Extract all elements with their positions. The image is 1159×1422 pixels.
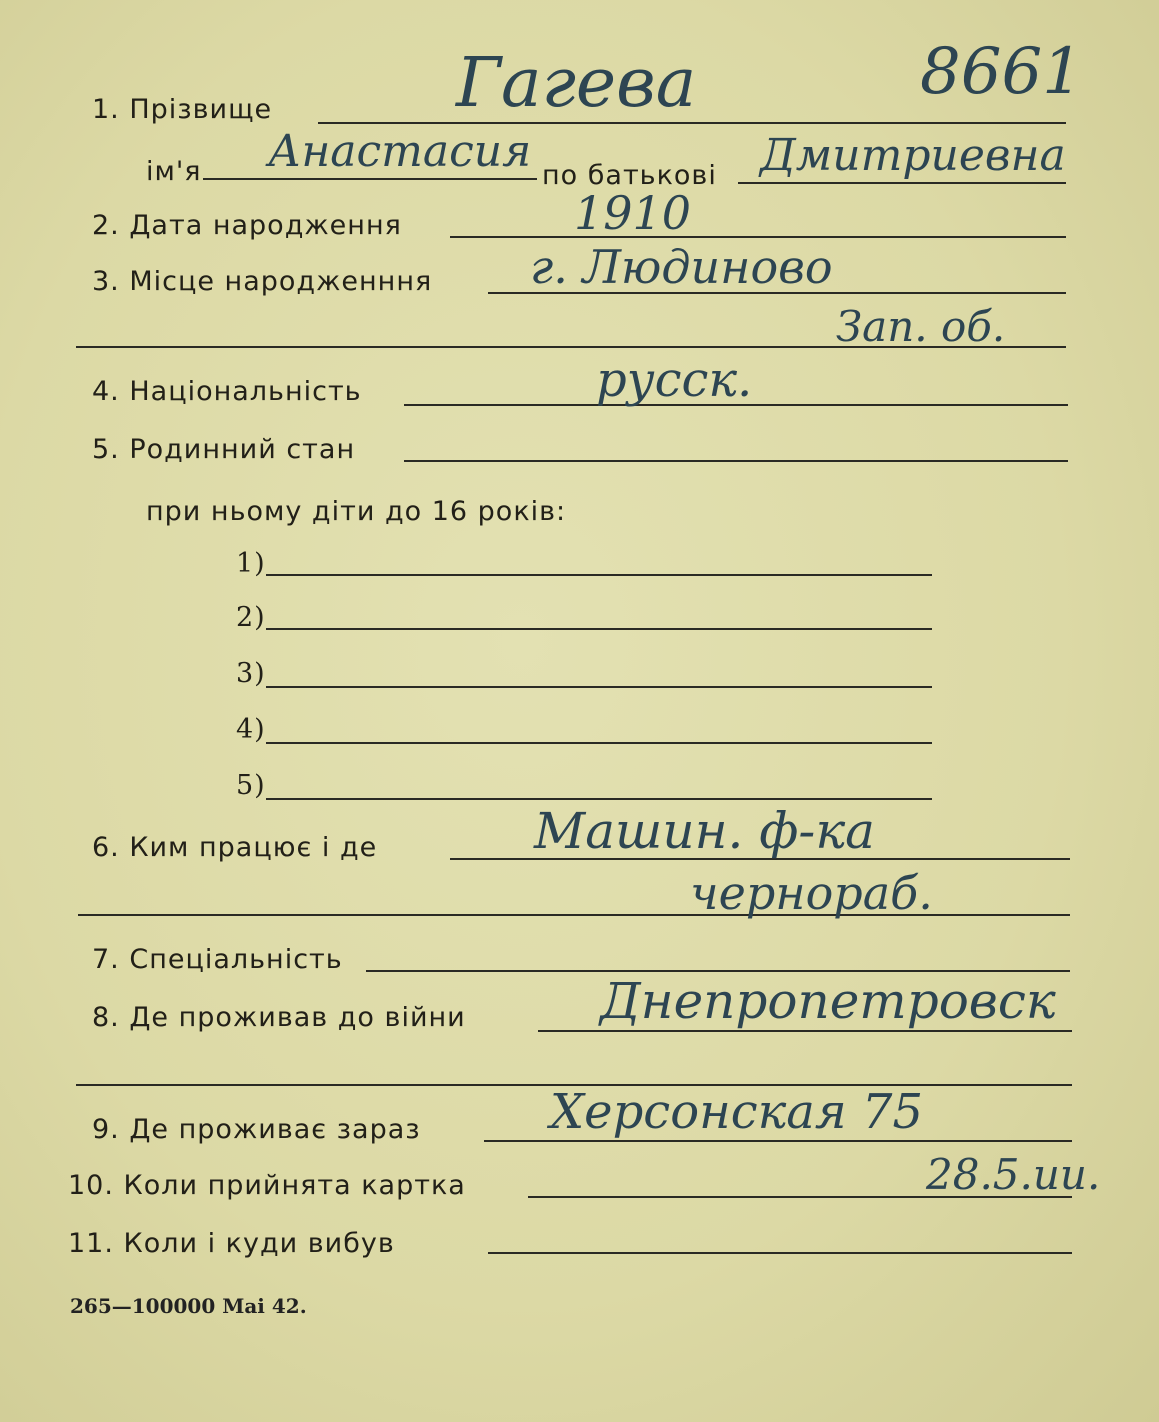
line-child-2 [266, 628, 932, 630]
line-name [203, 178, 537, 180]
print-code: 265—100000 Mai 42. [70, 1294, 307, 1318]
card-number: 8661 [920, 35, 1083, 109]
line-patronymic [738, 182, 1066, 184]
entry-surname: Гагева [456, 44, 697, 123]
label-current-residence: 9. Де проживає зараз [92, 1114, 421, 1145]
label-birth-place: 3. Місце народженння [92, 266, 433, 297]
label-marital-status: 5. Родинний стан [92, 434, 356, 465]
line-prewar-residence [538, 1030, 1072, 1032]
entry-patronymic: Дмитриевна [760, 130, 1066, 181]
entry-current-residence: Херсонская 75 [550, 1084, 923, 1140]
label-work: 6. Ким працює і де [92, 832, 378, 863]
entry-birth-date: 1910 [574, 186, 692, 240]
entry-birth-place-1: г. Людиново [530, 240, 833, 294]
line-current-residence [484, 1140, 1072, 1142]
entry-nationality: русск. [596, 352, 753, 408]
entry-birth-place-2: Зап. об. [836, 302, 1006, 351]
label-nationality: 4. Національність [92, 376, 362, 407]
entry-work-2: чернораб. [690, 866, 933, 920]
label-prewar-residence: 8. Де проживав до війни [92, 1002, 466, 1033]
label-patronymic: по батькові [542, 160, 717, 191]
label-child-1: 1) [236, 548, 266, 579]
label-child-5: 5) [236, 770, 266, 801]
entry-name: Анастасия [268, 126, 532, 177]
line-birth-date [450, 236, 1066, 238]
entry-work-1: Машин. ф-ка [534, 802, 875, 860]
line-child-5 [266, 798, 932, 800]
entry-prewar-residence: Днепропетровск [600, 972, 1056, 1030]
label-child-4: 4) [236, 714, 266, 745]
line-child-1 [266, 574, 932, 576]
entry-card-date: 28.5.ии. [926, 1150, 1101, 1199]
label-birth-date: 2. Дата народження [92, 210, 402, 241]
label-name: ім'я [146, 156, 202, 187]
label-child-3: 3) [236, 658, 266, 689]
line-marital-status [404, 460, 1068, 462]
label-children: при ньому діти до 16 років: [146, 496, 567, 527]
label-surname: 1. Прізвище [92, 94, 273, 125]
label-card-accepted: 10. Коли прийнята картка [68, 1170, 466, 1201]
label-specialty: 7. Спеціальність [92, 944, 343, 975]
line-child-4 [266, 742, 932, 744]
label-departure: 11. Коли і куди вибув [68, 1228, 395, 1259]
line-child-3 [266, 686, 932, 688]
line-departure [488, 1252, 1072, 1254]
label-child-2: 2) [236, 602, 266, 633]
